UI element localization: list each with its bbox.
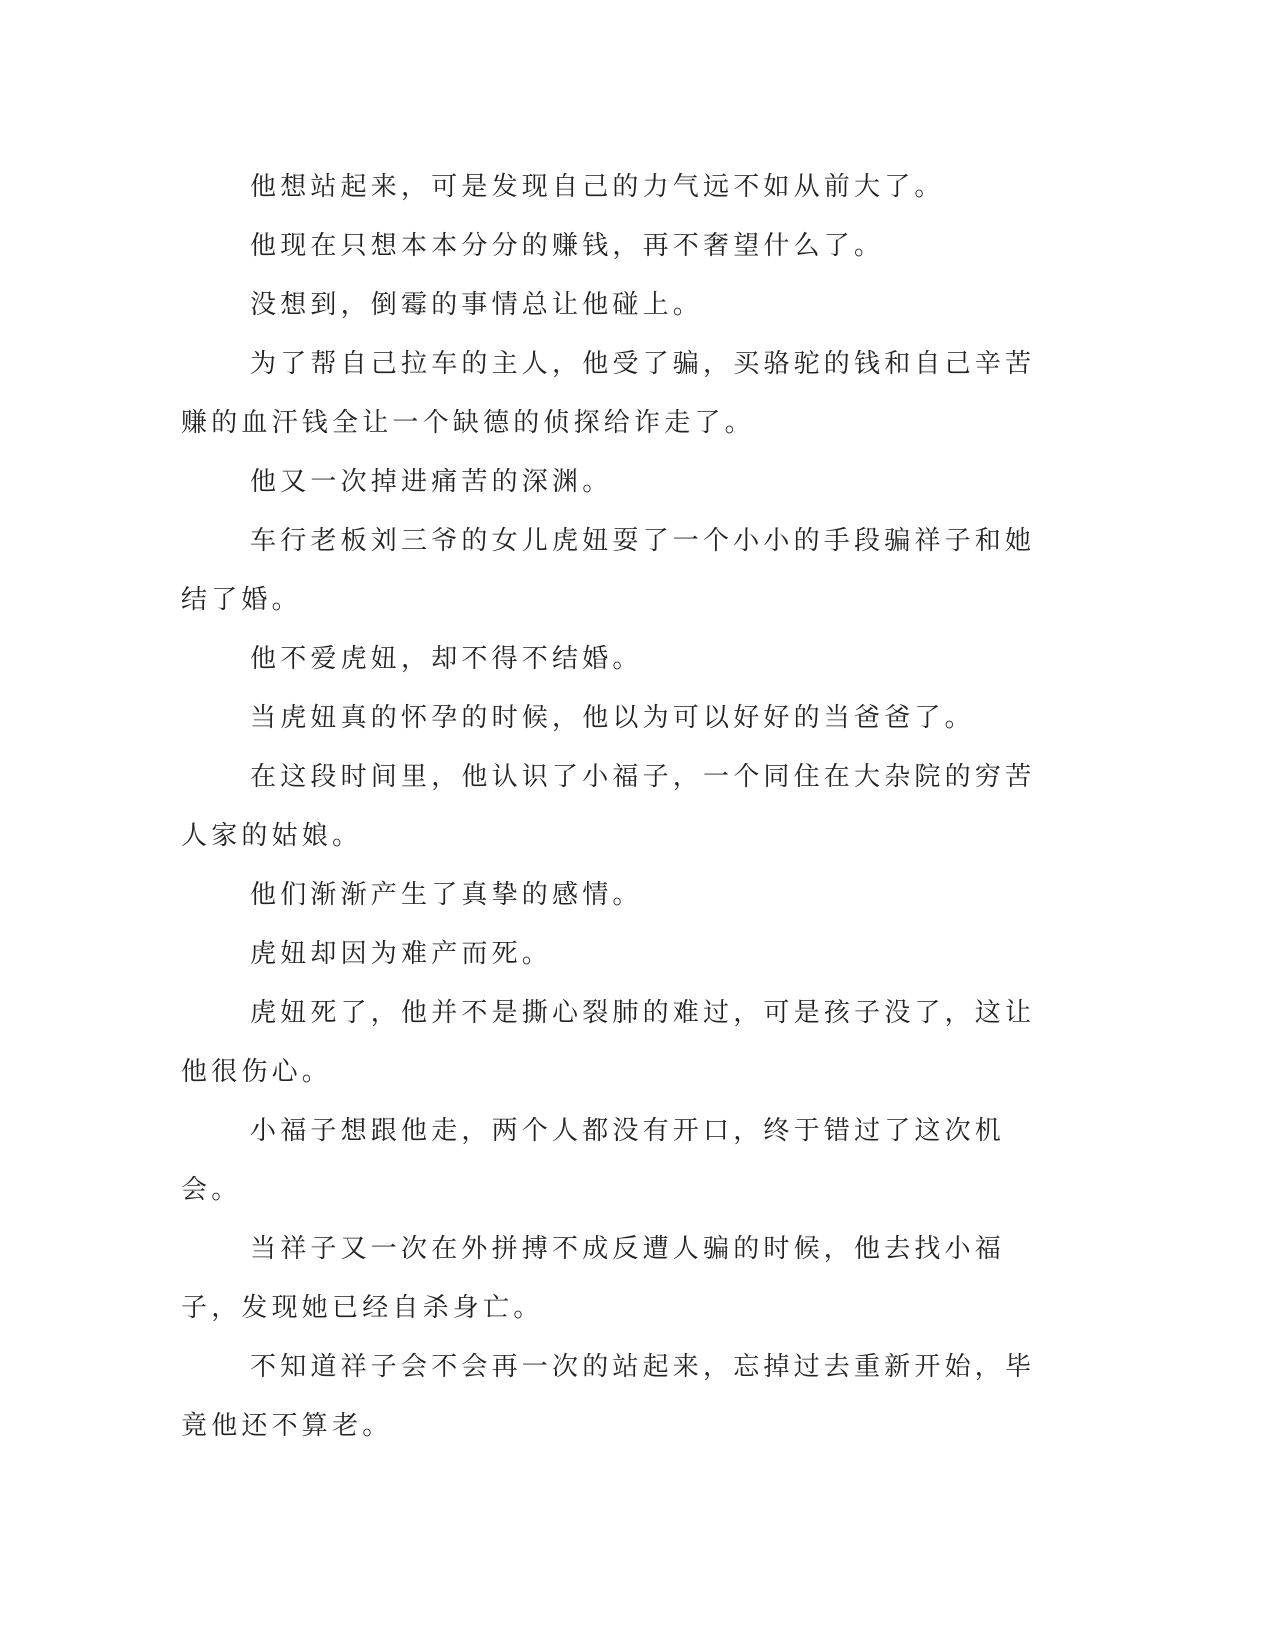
paragraph-11: 虎妞却因为难产而死。 (250, 939, 553, 969)
paragraph-8: 当虎妞真的怀孕的时候，他以为可以好好的当爸爸了。 (250, 703, 975, 733)
paragraph-3: 没想到，倒霉的事情总让他碰上。 (250, 290, 704, 320)
document-body (181, 158, 1051, 1456)
paragraph-4: 为了帮自己拉车的主人，他受了骗，买骆驼的钱和自己辛苦赚的血汗钱全让一个缺德的侦探给诈走了。 (181, 349, 1036, 438)
paragraph-12: 虎妞死了，他并不是撕心裂肺的难过，可是孩子没了，这让他很伤心。 (181, 998, 1036, 1087)
paragraph-1: 他想站起来，可是发现自己的力气远不如从前大了。 (250, 172, 945, 202)
paragraph-2: 他现在只想本本分分的赚钱，再不奢望什么了。 (250, 231, 885, 261)
paragraph-9: 在这段时间里，他认识了小福子，一个同住在大杂院的穷苦人家的姑娘。 (181, 762, 1036, 851)
paragraph-10: 他们渐渐产生了真挚的感情。 (250, 880, 643, 910)
paragraph-7: 他不爱虎妞，却不得不结婚。 (250, 644, 643, 674)
paragraph-14: 当祥子又一次在外拼搏不成反遭人骗的时候，他去找小福子，发现她已经自杀身亡。 (181, 1234, 1006, 1323)
paragraph-6: 车行老板刘三爷的女儿虎妞耍了一个小小的手段骗祥子和她结了婚。 (181, 526, 1036, 615)
paragraph-13: 小福子想跟他走，两个人都没有开口，终于错过了这次机会。 (181, 1116, 1006, 1205)
paragraph-5: 他又一次掉进痛苦的深渊。 (250, 467, 613, 497)
paragraph-15: 不知道祥子会不会再一次的站起来，忘掉过去重新开始，毕竟他还不算老。 (181, 1352, 1036, 1441)
